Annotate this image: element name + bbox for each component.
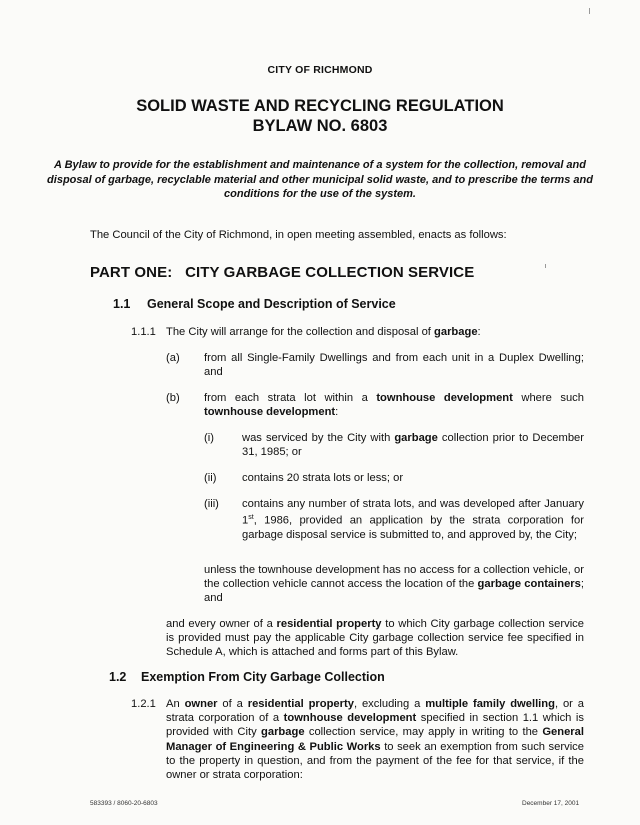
clause-1-1-1-text: The City will arrange for the collection and disposal of garbage: (166, 326, 481, 338)
item-iii-label: (iii) (204, 498, 219, 510)
section-1-1-title: General Scope and Description of Service (147, 297, 396, 311)
enacting-clause: The Council of the City of Richmond, in open meeting assembled, enacts as follows: (90, 229, 507, 241)
item-b-label: (b) (166, 392, 180, 404)
item-a-text: from all Single-Family Dwellings and from each unit in a Duplex Dwelling; and (204, 352, 584, 379)
clause-1-2-1-text: An owner of a residential property, excluding a multiple family dwelling, or a strata corporation of a townhouse development specified in section 1.1 which is provided with City garbage collection service, may apply in writing to the General Manager of Engineering & Public Works to seek an exemption from such service to the property in question, and from the payment of the fee for that service, if the owner or strata corporation: (166, 698, 585, 782)
section-1-1-number: 1.1 (113, 297, 131, 311)
item-i-text: was serviced by the City with garbage collection prior to December 31, 1985; or (242, 432, 585, 459)
bylaw-description: A Bylaw to provide for the establishment and maintenance of a system for the collection, removal and disposal of garbage, recyclable material and other municipal solid waste, and to prescribe the terms and conditions for the use of the system. (47, 159, 593, 200)
title-line-2: BYLAW NO. 6803 (252, 117, 388, 135)
item-ii-text: contains 20 strata lots or less; or (242, 472, 404, 484)
item-i-label: (i) (204, 432, 214, 444)
item-iii-text: contains any number of strata lots, and was developed after January 1st, 1986, provided an application by the strata corporation for garbage disposal service is submitted to, and approved by, the City; (242, 498, 584, 542)
city-heading: CITY OF RICHMOND (267, 64, 373, 76)
scan-speck (589, 8, 590, 14)
item-b-text: from each strata lot within a townhouse development where such townhouse development: (204, 392, 584, 419)
scan-speck (545, 264, 546, 268)
clause-1-2-1-number: 1.2.1 (131, 698, 156, 710)
bylaw-title (0, 96, 640, 136)
every-owner-paragraph: and every owner of a residential property to which City garbage collection service is provided must pay the applicable City garbage collection service fee specified in Schedule A, which is attached and forms part of this Bylaw. (166, 618, 584, 659)
title-line-1: SOLID WASTE AND RECYCLING REGULATION (136, 97, 504, 115)
part-one-heading: PART ONE: CITY GARBAGE COLLECTION SERVICE (90, 264, 475, 281)
footer-date: December 17, 2001 (522, 800, 580, 807)
item-ii-label: (ii) (204, 472, 217, 484)
footer-document-id: 583393 / 8060-20-6803 (90, 800, 158, 807)
unless-paragraph: unless the townhouse development has no access for a collection vehicle, or the collection vehicle cannot access the location of the garbage containers; and (204, 564, 584, 605)
section-1-2-number: 1.2 (109, 670, 127, 684)
section-1-2-title: Exemption From City Garbage Collection (141, 670, 385, 684)
clause-1-1-1-number: 1.1.1 (131, 326, 156, 338)
item-a-label: (a) (166, 352, 180, 364)
